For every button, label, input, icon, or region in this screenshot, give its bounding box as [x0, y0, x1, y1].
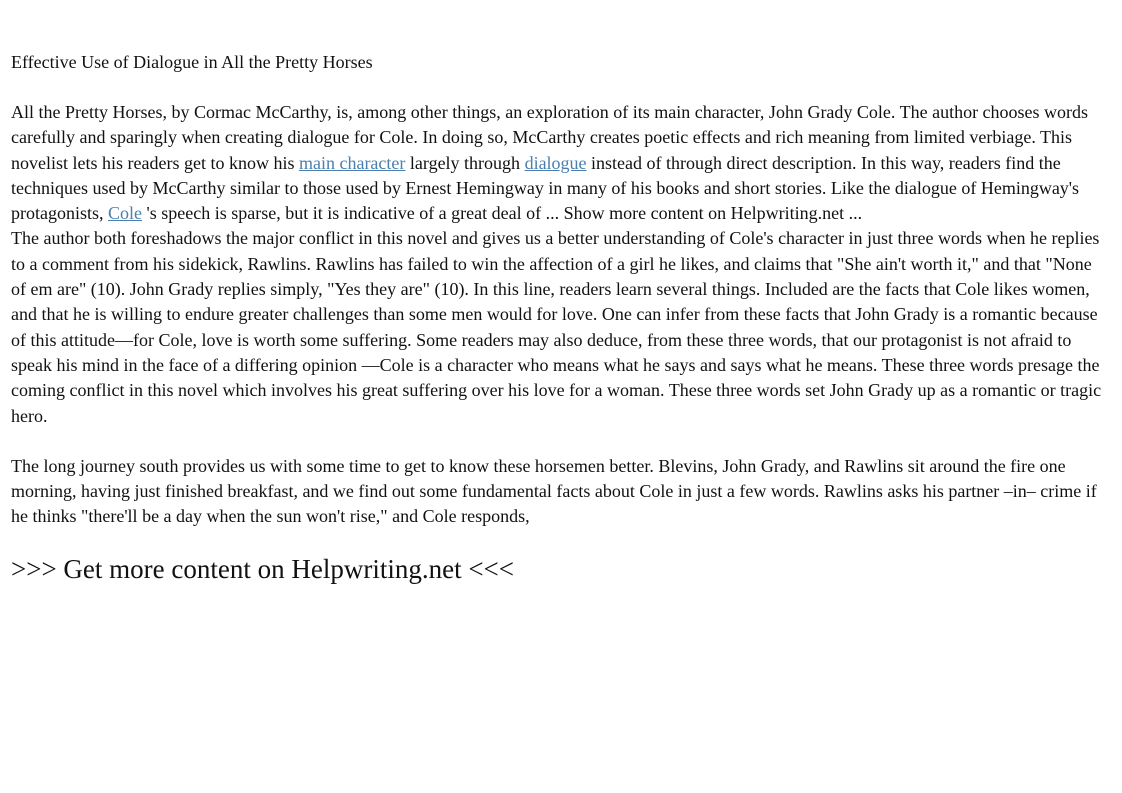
paragraph-text: largely through — [405, 152, 525, 173]
spacer — [11, 429, 1111, 454]
document-title: Effective Use of Dialogue in All the Pretty Horses — [11, 52, 373, 72]
spacer — [11, 75, 1111, 100]
paragraph-intro — [11, 100, 1111, 226]
paragraph-text: All the Pretty Horses, by Cormac McCarthy, is, among other things, an exploration of its main character, John Grady Cole. The author chooses words carefully and sparingly when creating dialogue for Cole. In doing so, McCarthy creates poetic effects and rich meaning from limited verbiage. This novelist lets his readers get to know his — [11, 102, 1089, 173]
paragraph-text: instead of through direct description. In this way, readers find the techniques used by McCarthy similar to those used by Ernest Hemingway in many of his books and short stories. Like the dialogue of Hemingway's protagonists, — [11, 152, 1080, 224]
paragraph-text: 's speech is sparse, but it is indicative of a great deal of ... Show more content on Helpwriting.net ... — [142, 203, 863, 224]
paragraph-journey: The long journey south provides us with some time to get to know these horsemen better. Blevins, John Grady, and Rawlins sit around the fire one morning, having just finished breakfast, and we find out some fundamental facts about Cole in just a few words. Rawlins asks his partner –in– crime if he thinks "there'll be a day when the sun won't rise," and Cole responds, — [11, 455, 1097, 527]
cole-link[interactable]: Cole — [108, 203, 142, 224]
paragraph-foreshadowing: The author both foreshadows the major conflict in this novel and gives us a better understanding of Cole's character in just three words when he replies to a comment from his sidekick, Rawlins. Rawlins has failed to win the affection of a girl he likes, and claims that "She ain't worth it," and that "None of em are" (10). John Grady replies simply, "Yes they are" (10). In this line, readers learn several things. Included are the facts that Cole likes women, and that he is willing to endure greater challenges than some men would for love. One can infer from these facts that John Grady is a romantic because of this attitude—for Cole, love is worth some suffering. Some readers may also deduce, from these three words, that our protagonist is not afraid to speak his mind in the face of a differing opinion —Cole is a character who means what he says and says what he means. These three words presage the coming conflict in this novel which involves his great suffering over his love for a woman. These three words set John Grady up as a romantic or tragic hero. — [11, 228, 1102, 426]
dialogue-link[interactable]: dialogue — [524, 152, 587, 173]
main-character-link[interactable]: main character — [298, 152, 406, 173]
get-more-content-link[interactable]: >>> Get more content on Helpwriting.net <<< — [11, 553, 515, 584]
